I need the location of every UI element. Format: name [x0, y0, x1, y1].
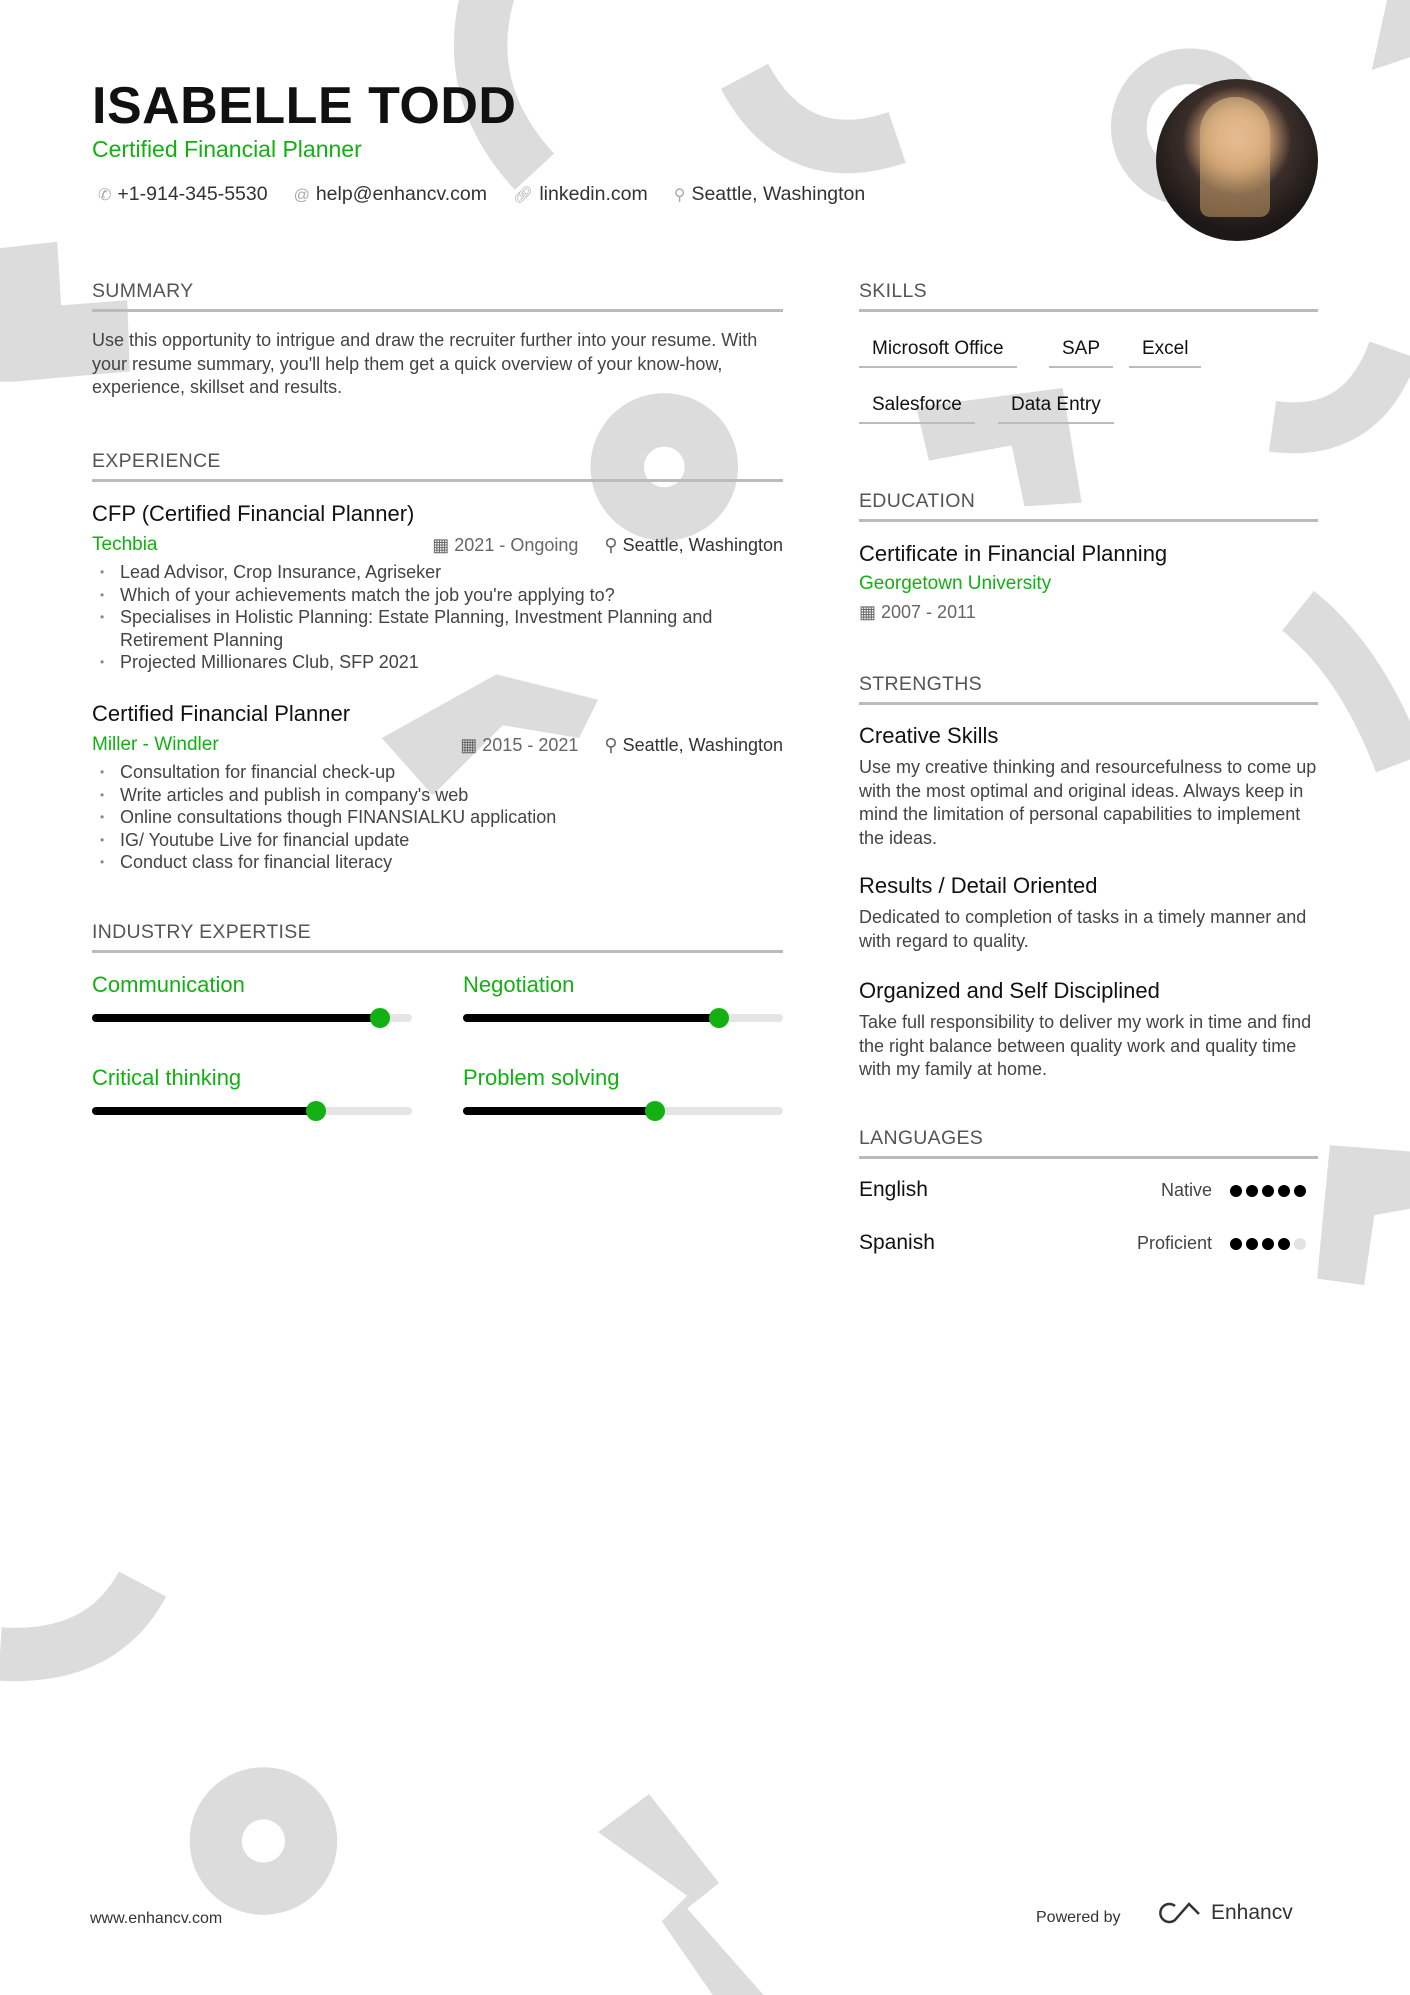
- language-dot: [1246, 1238, 1258, 1250]
- bullet: • IG/ Youtube Live for financial update: [92, 829, 783, 852]
- job-bullets: [92, 561, 783, 674]
- level-fill: [463, 1014, 719, 1022]
- strength-title: Results / Detail Oriented: [859, 873, 1098, 898]
- language-dot: [1230, 1185, 1242, 1197]
- job-role: CFP (Certified Financial Planner): [92, 501, 415, 526]
- bullet: • Lead Advisor, Crop Insurance, Agriseker: [92, 561, 783, 584]
- location-icon: ⚲: [673, 187, 686, 204]
- job-meta: ▦ 2021 - Ongoing ⚲ Seattle, Washington: [432, 535, 783, 555]
- language-dot: [1294, 1185, 1306, 1197]
- education-heading: EDUCATION: [859, 490, 1318, 522]
- contact-info: [98, 183, 865, 206]
- skill-tag: Microsoft Office: [859, 338, 1017, 368]
- strength-text: Dedicated to completion of tasks in a timely manner and with regard to quality.: [859, 907, 1307, 951]
- language-dot: [1230, 1238, 1242, 1250]
- bullet: • Consultation for financial check-up: [92, 761, 783, 784]
- expertise-label: Problem solving: [463, 1065, 620, 1090]
- location-icon: ⚲: [604, 535, 623, 555]
- bullet: • Specialises in Holistic Planning: Estate Planning, Investment Planning and Retirement Planning: [92, 606, 783, 651]
- expertise-label: Communication: [92, 972, 245, 997]
- skill-tag: SAP: [1049, 338, 1113, 368]
- skill-tag: Excel: [1129, 338, 1201, 368]
- candidate-title: Certified Financial Planner: [92, 136, 362, 162]
- strengths-heading: STRENGTHS: [859, 673, 1318, 705]
- profile-photo: [1156, 79, 1318, 241]
- skills-heading: SKILLS: [859, 280, 1318, 312]
- education-dates: ▦ 2007 - 2011: [859, 602, 976, 622]
- location-icon: ⚲: [604, 735, 623, 755]
- level-fill: [92, 1014, 380, 1022]
- education-school: Georgetown University: [859, 573, 1052, 594]
- expertise-label: Critical thinking: [92, 1065, 242, 1090]
- strength-title: Creative Skills: [859, 723, 999, 748]
- link-icon: 🔗︎: [513, 187, 534, 204]
- language-name: Spanish: [859, 1231, 935, 1254]
- contact-email[interactable]: @ help@enhancv.com: [293, 183, 488, 205]
- at-icon: @: [293, 187, 310, 204]
- bullet: • Write articles and publish in company's web: [92, 784, 783, 807]
- level-knob: [370, 1008, 390, 1028]
- job-bullets: [92, 761, 783, 874]
- expertise-label: Negotiation: [463, 972, 575, 997]
- strength-title: Organized and Self Disciplined: [859, 978, 1160, 1003]
- skill-tag: Data Entry: [998, 394, 1114, 424]
- job-meta: ▦ 2015 - 2021 ⚲ Seattle, Washington: [460, 735, 783, 755]
- job-company: Miller - Windler: [92, 734, 219, 755]
- expertise-level-bar: [463, 1107, 783, 1115]
- job-role: Certified Financial Planner: [92, 701, 351, 726]
- level-fill: [463, 1107, 655, 1115]
- language-dot: [1294, 1238, 1306, 1250]
- language-level: Native: [1160, 1180, 1212, 1200]
- skill-tag: Salesforce: [859, 394, 975, 424]
- languages-heading: LANGUAGES: [859, 1127, 1318, 1159]
- footer-powered-by: Powered by: [1036, 1909, 1121, 1926]
- level-fill: [92, 1107, 316, 1115]
- strength-text: Take full responsibility to deliver my work in time and find the right balance between quality work and quality time with my family at home.: [859, 1012, 1312, 1079]
- language-dots: [1230, 1238, 1306, 1250]
- strength-text: Use my creative thinking and resourcefulness to come up with the most optimal and original ideas. Always keep in mind the limitation of personal capabilities to implement the ideas.: [859, 757, 1317, 848]
- phone-icon: ✆: [98, 187, 112, 204]
- level-knob: [709, 1008, 729, 1028]
- contact-linkedin[interactable]: 🔗︎ linkedin.com: [513, 183, 648, 205]
- job-company: Techbia: [92, 534, 158, 555]
- language-dot: [1246, 1185, 1258, 1197]
- level-knob: [306, 1101, 326, 1121]
- footer-website[interactable]: www.enhancv.com: [90, 1910, 223, 1927]
- bullet: • Conduct class for financial literacy: [92, 851, 783, 874]
- bullet: • Online consultations though FINANSIALKU application: [92, 806, 783, 829]
- language-dot: [1262, 1238, 1274, 1250]
- enhancv-logo[interactable]: Enhancv: [1155, 1900, 1293, 1926]
- language-name: English: [859, 1178, 928, 1201]
- contact-phone[interactable]: ✆ +1-914-345-5530: [98, 183, 268, 205]
- summary-heading: SUMMARY: [92, 280, 783, 312]
- calendar-icon: ▦: [859, 602, 882, 622]
- expertise-level-bar: [92, 1107, 412, 1115]
- summary-text: Use this opportunity to intrigue and draw the recruiter further into your resume. With your resume summary, you'll help them get a quick overview of your know-how, experience, skillset and results.: [92, 330, 758, 397]
- expertise-level-bar: [92, 1014, 412, 1022]
- bullet: • Which of your achievements match the job you're applying to?: [92, 584, 783, 607]
- experience-heading: EXPERIENCE: [92, 450, 783, 482]
- enhancv-logo-icon: [1155, 1900, 1203, 1926]
- language-dot: [1262, 1185, 1274, 1197]
- calendar-icon: ▦: [460, 735, 483, 755]
- education-degree: Certificate in Financial Planning: [859, 541, 1168, 566]
- language-dot: [1278, 1185, 1290, 1197]
- bullet: • Projected Millionares Club, SFP 2021: [92, 651, 783, 674]
- expertise-level-bar: [463, 1014, 783, 1022]
- expertise-heading: INDUSTRY EXPERTISE: [92, 921, 783, 953]
- language-level: Proficient: [1136, 1233, 1212, 1253]
- level-knob: [645, 1101, 665, 1121]
- candidate-name: ISABELLE TODD: [92, 77, 517, 135]
- calendar-icon: ▦: [432, 535, 455, 555]
- language-dots: [1230, 1185, 1306, 1197]
- contact-location: ⚲ Seattle, Washington: [673, 183, 866, 205]
- language-dot: [1278, 1238, 1290, 1250]
